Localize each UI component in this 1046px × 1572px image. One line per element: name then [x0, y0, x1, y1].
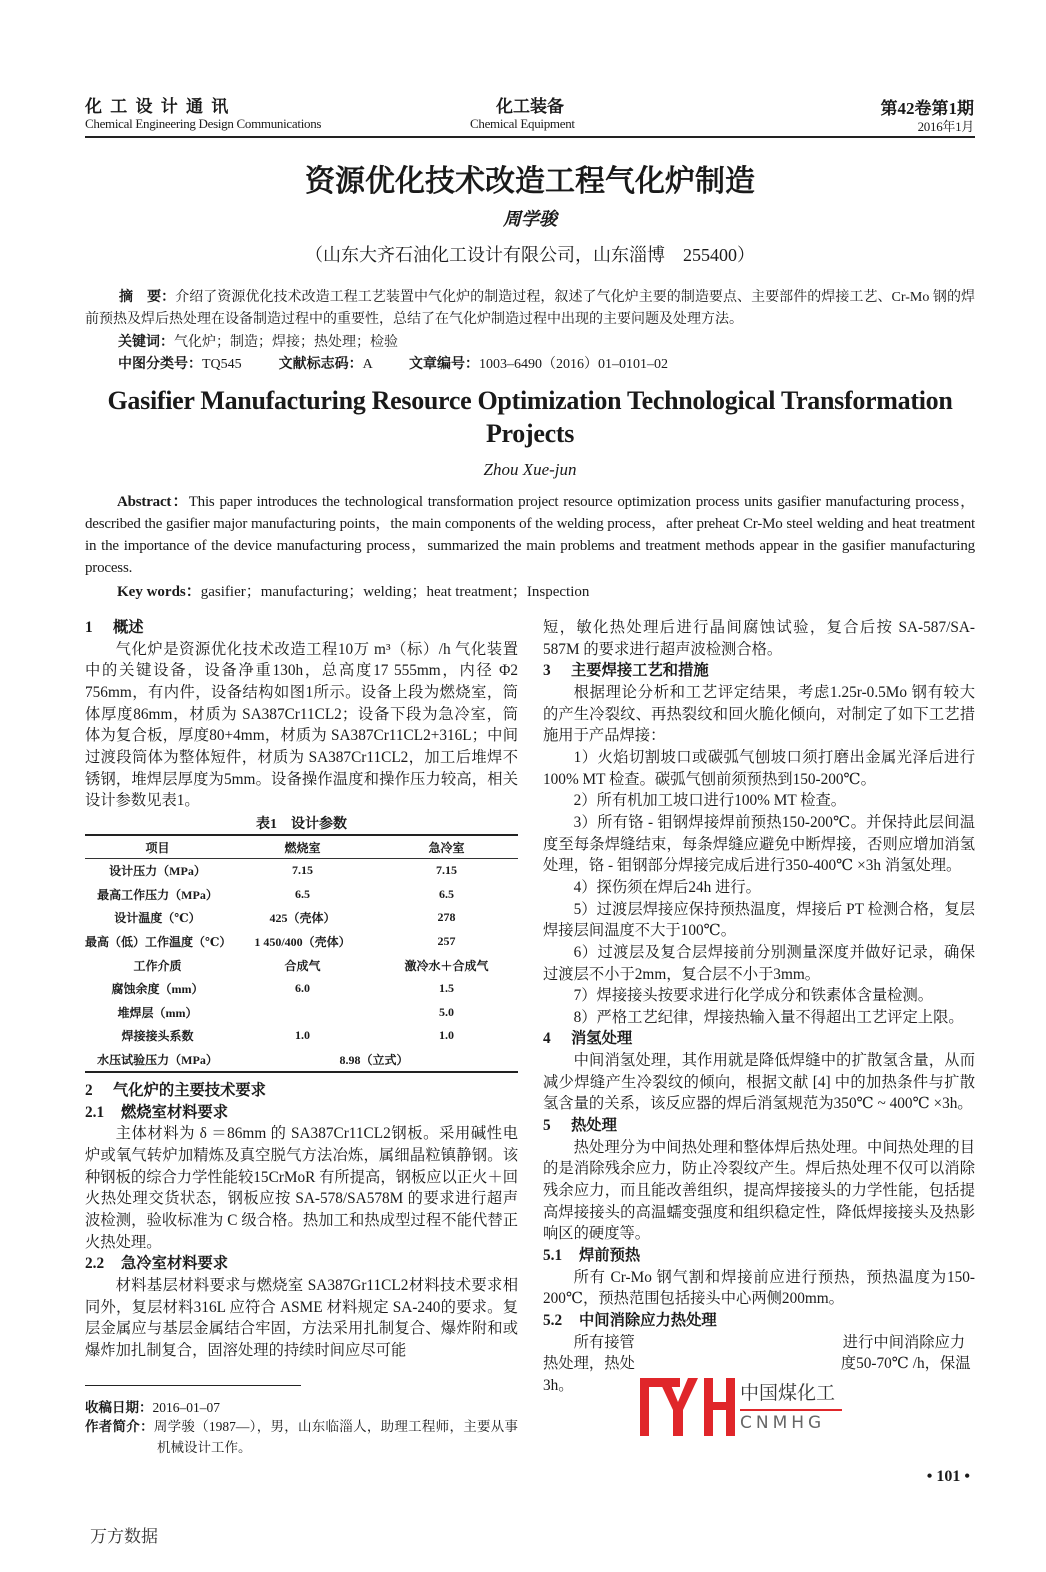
keywords-cn-label: 关键词： [118, 335, 174, 350]
footnote-rule [85, 1385, 301, 1386]
section-title: 主要焊接工艺和措施 [571, 662, 709, 680]
section-4-paragraph: 中间消氢处理，其作用就是降低焊缝中的扩散氢含量，从而减少焊缝产生冷裂纹的倾向，根据文献 [4] 中的加热条件与扩散氢含量的关系，该反应器的焊后消氢规范为350℃ ~ 400℃ ×3h。 [543, 1052, 975, 1113]
list-item: 7）焊接接头按要求进行化学成分和铁素体含量检测。 [573, 987, 934, 1005]
table-cell: 设计压力（MPa） [109, 864, 206, 879]
watermark-gap [635, 1346, 843, 1347]
design-parameters-table [85, 836, 518, 1071]
table-cell: 278 [437, 910, 456, 925]
table-cell: 工作介质 [133, 958, 182, 973]
table-row [85, 1048, 518, 1072]
author-bio [85, 1416, 518, 1458]
table-cell: 1.5 [439, 981, 454, 996]
title-en: Gasifier Manufacturing Resource Optimization Technological Transformation Projects [107, 386, 953, 448]
list-item: 8）严格工艺纪律，焊接热输入量不得超出工艺评定上限。 [573, 1008, 964, 1026]
section-name-en: Chemical Equipment [470, 116, 575, 131]
subsection-title: 焊前预热 [579, 1247, 641, 1265]
table-cell: 257 [437, 934, 456, 949]
subsection-number: 2.2 [85, 1255, 105, 1273]
watermark-rule [740, 1409, 842, 1411]
list-item: 2）所有机加工坡口进行100% MT 检查。 [573, 792, 847, 810]
table-cell: 最高工作压力（MPa） [97, 887, 218, 902]
subsection-title: 燃烧室材料要求 [121, 1103, 229, 1121]
column-header: 项目 [85, 836, 230, 859]
table-cell: 425（壳体） [269, 911, 336, 926]
list-item: 3）所有铬 - 钼钢焊接焊前预热150-200℃。并保持此层间温度至每条焊缝结束，每条焊缝应避免中断焊接，否则应增加消氢处理，铬 - 钼钢部分焊接完成后进行350-400℃ ×3h 消氢处理。 [543, 813, 975, 875]
table-row [85, 906, 518, 930]
table-cell: 7.15 [292, 863, 313, 878]
journal-name-en: Chemical Engineering Design Communications [85, 116, 322, 131]
section-number: 1 [85, 619, 93, 636]
table-cell: 7.15 [436, 863, 457, 878]
section-5-2-fragment-1: 所有接管 [573, 1333, 635, 1351]
watermark-gap [635, 1367, 841, 1368]
bio-text: 周学骏（1987—），男，山东临淄人，助理工程师，主要从事机械设计工作。 [153, 1419, 519, 1455]
abstract-en-text: This paper introduces the technological transformation project resource optimization process units gasifier manufacturing process，described the gasifier major manufacturing points，the main components of the welding process，after preheat Cr-Mo steel welding and heat treatment in the importance of the device manufacturing process，summarized the main problems and treatment methods appear in the gasifier manufacturing process. [85, 494, 975, 576]
cnmhg-watermark [640, 1376, 844, 1440]
table-caption: 表1 设计参数 [256, 817, 347, 832]
keywords-cn-text: 气化炉；制造；焊接；热处理；检验 [174, 335, 398, 350]
section-title: 消氢处理 [571, 1030, 633, 1048]
section-title: 概述 [113, 619, 144, 636]
page-number: • 101 • [926, 1468, 970, 1485]
column-header: 燃烧室 [230, 836, 375, 859]
table-cell: 设计温度（℃） [114, 911, 201, 926]
section-5-2-fragment-3: 度50-70℃ /h，保温3h。 [543, 1355, 971, 1394]
section-5-1-paragraph: 所有 Cr-Mo 钢气割和焊接前应进行预热，预热温度为150-200℃，预热范围包括接头中心两侧200mm。 [543, 1268, 975, 1308]
section-number: 3 [543, 662, 551, 680]
subsection-title: 中间消除应力热处理 [579, 1312, 717, 1329]
abstract-en [85, 491, 975, 579]
section-title: 气化炉的主要技术要求 [113, 1082, 266, 1099]
section-title: 热处理 [571, 1117, 617, 1135]
table-cell: 堆焊层（mm） [117, 1005, 198, 1020]
abstract-cn-label: 摘 要： [119, 290, 176, 305]
cnmhg-logo-icon [640, 1376, 735, 1438]
table-row [85, 1001, 518, 1025]
section-2 [85, 1080, 518, 1362]
table-cell: 合成气 [284, 958, 321, 973]
list-item: 1）火焰切割坡口或碳弧气刨坡口须打磨出金属光泽后进行100% MT 检查。碳弧气刨前须预热到150-200℃。 [543, 748, 975, 788]
source-watermark: 万方数据 [90, 1527, 158, 1547]
table-row [85, 953, 518, 977]
bio-label: 作者简介： [85, 1419, 154, 1434]
section-2-1-paragraph: 主体材料为 δ ＝86mm 的 SA387Cr11CL2钢板。采用碱性电炉或氧气转炉加精炼及真空脱气方法冶炼，属细晶粒镇静钢。该种钢板的综合力学性能较15CrMoR 有所提高，钢板应以正火＋回火热处理交货状态，钢板应按 SA-578/SA578M 的要求进行超声波检测，验收标准为 C 级合格。热加工和热成型过程不能代替正火热处理。 [85, 1125, 518, 1251]
continued-paragraph: 短，敏化热处理后进行晶间腐蚀试验，复合后按 SA-587/SA-587M 的要求进行超声波检测合格。 [543, 619, 975, 658]
table-row [85, 883, 518, 907]
affiliation-cn: （山东大齐石油化工设计有限公司，山东淄博 255400） [305, 245, 755, 265]
table-cell: 6.5 [295, 886, 310, 901]
abstract-cn-text: 介绍了资源优化技术改造工程工艺装置中气化炉的制造过程，叙述了气化炉主要的制造要点、主要部件的焊接工艺、Cr-Mo 钢的焊前预热及焊后热处理在设备制造过程中的重要性，总结了在气化炉制造过程中出现的主要问题及处理方法。 [85, 290, 976, 327]
table-cell: 1.0 [295, 1028, 310, 1043]
section-number: 5 [543, 1117, 551, 1135]
section-1 [85, 617, 518, 812]
article-no-label: 文章编号： [409, 357, 480, 372]
classification-line [118, 353, 668, 373]
right-column [543, 617, 975, 1397]
table-cell: 6.5 [439, 886, 454, 901]
table-cell: 水压试验压力（MPa） [97, 1053, 218, 1068]
table-cell: 腐蚀余度（mm） [111, 982, 204, 997]
keywords-cn [118, 331, 398, 351]
list-item: 5）过渡层焊接应保持预热温度，焊接后 PT 检测合格，复层焊接层间温度不大于100℃。 [543, 900, 975, 940]
subsection-number: 2.1 [85, 1103, 105, 1121]
table-cell: 8.98（立式） [339, 1053, 409, 1068]
issue-date: 2016年1月 [917, 119, 974, 134]
section-5-2-fragment-2: 进行中间消除应力热处理，热处 [543, 1333, 966, 1373]
received-date [85, 1396, 220, 1416]
subsection-title: 急冷室材料要求 [121, 1255, 229, 1273]
received-label: 收稿日期： [85, 1400, 153, 1415]
table-bottom-rule [85, 1071, 518, 1073]
title-cn: 资源优化技术改造工程气化炉制造 [305, 165, 755, 198]
table-cell [230, 1001, 375, 1025]
article-no-value: 1003–6490（2016）01–0101–02 [479, 357, 669, 372]
clc-label: 中图分类号： [118, 357, 202, 372]
table-cell: 1.0 [439, 1028, 454, 1043]
table-row [85, 930, 518, 954]
keywords-en [117, 580, 589, 601]
table-row [85, 859, 518, 883]
table-cell: 5.0 [439, 1004, 454, 1019]
header-rule [85, 136, 975, 138]
received-value: 2016–01–07 [152, 1400, 220, 1415]
section-1-paragraph: 气化炉是资源优化技术改造工程10万 m³（标）/h 气化装置中的关键设备，设备净重130h，总高度17 555mm，内径 Φ2 756mm，有内件，设备结构如图1所示。设备上段为燃烧室，筒体厚度86mm，材质为 SA387Cr11CL2；设备下段为急冷室，筒体为复合板，厚度80+4mm，材质为 SA387Cr11CL2+316L；中间过渡段筒体为整体短件，材质为 SA387Cr11CL2，加工后堆焊不锈钢，堆焊层厚度为5mm。设备操作温度和操作压力较高，相关设计参数见表1。 [85, 640, 518, 810]
journal-name-cn: 化 工 设 计 通 讯 [85, 97, 231, 116]
abstract-cn [85, 287, 975, 331]
table-cell: 6.0 [295, 981, 310, 996]
keywords-en-label: Key words： [117, 584, 201, 600]
doc-code-value: A [362, 357, 373, 372]
table-cell: 激冷水＋合成气 [404, 958, 489, 973]
table-cell: 焊接接头系数 [121, 1029, 194, 1044]
volume-issue: 第42卷第1期 [880, 99, 974, 118]
section-name-cn: 化工装备 [496, 97, 564, 116]
list-item: 4）探伤须在焊后24h 进行。 [573, 878, 761, 896]
keywords-en-text: gasifier；manufacturing；welding；heat treatment；Inspection [200, 584, 590, 600]
table-header-row [85, 836, 518, 859]
author-cn: 周学骏 [503, 209, 557, 229]
table-cell: 最高（低）工作温度（℃） [85, 935, 232, 950]
table-cell: 1 450/400（壳体） [254, 935, 351, 950]
table-row [85, 977, 518, 1001]
section-3-paragraph: 根据理论分析和工艺评定结果，考虑1.25r-0.5Mo 钢有较大的产生冷裂纹、再热裂纹和回火脆化倾向，对制定了如下工艺措施用于产品焊接： [543, 683, 975, 745]
section-5-paragraph: 热处理分为中间热处理和整体焊后热处理。中间热处理的目的是消除残余应力，防止冷裂纹产生。焊后热处理不仅可以消除残余应力，而且能改善组织，提高焊接接头的力学性能，包括提高焊接接头的高温蠕变强度和组织稳定性，降低焊接接头及热影响区的硬度等。 [543, 1138, 975, 1243]
author-en: Zhou Xue-jun [483, 460, 577, 479]
subsection-number: 5.1 [543, 1247, 563, 1265]
section-number: 2 [85, 1082, 93, 1099]
doc-code-label: 文献标志码： [278, 357, 363, 372]
watermark-en: CNMHG [740, 1413, 826, 1433]
section-number: 4 [543, 1030, 551, 1048]
column-header: 急冷室 [375, 836, 518, 859]
list-item: 6）过渡层及复合层焊接前分别测量深度并做好记录，确保过渡层不小于2mm，复合层不小于3mm。 [543, 943, 975, 983]
table-row [85, 1024, 518, 1048]
watermark-cn: 中国煤化工 [740, 1382, 836, 1404]
section-2-2-paragraph: 材料基层材料要求与燃烧室 SA387Gr11CL2材料技术要求相同外，复层材料316L 应符合 ASME 材料规定 SA-240的要求。复层金属应与基层金属结合牢固，方法采用扎制复合、爆炸附和或爆炸加扎制复合，固溶处理的持续时间应尽可能 [85, 1276, 518, 1359]
subsection-number: 5.2 [543, 1312, 563, 1329]
abstract-en-label: Abstract： [117, 494, 189, 510]
clc-value: TQ545 [202, 357, 242, 372]
